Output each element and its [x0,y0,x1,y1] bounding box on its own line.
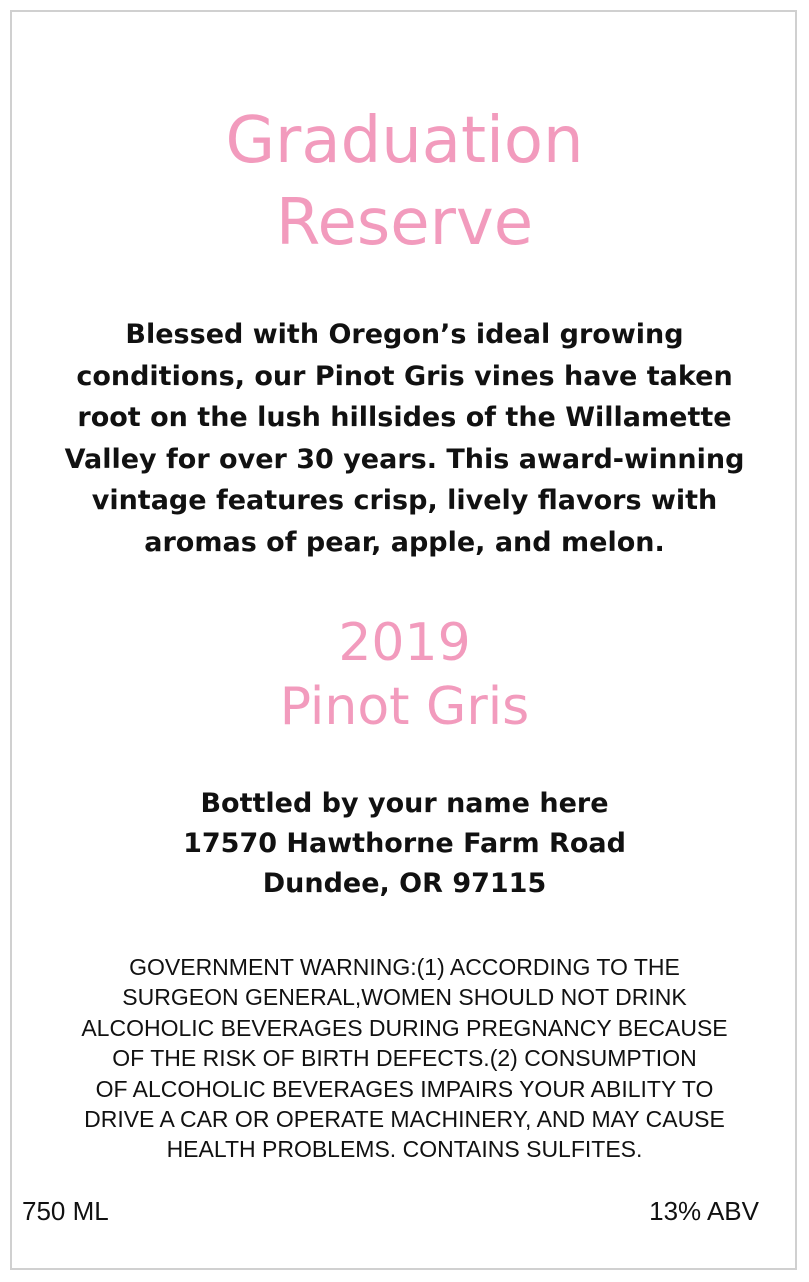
warning-line: HEALTH PROBLEMS. CONTAINS SULFITES. [166,1136,643,1163]
bottler-street-address: 17570 Hawthorne Farm Road [183,828,626,859]
label-title-line-1: Graduation [225,104,584,178]
description-line: root on the lush hillsides of the Willamette [77,402,732,434]
label-title-line-2: Reserve [275,186,534,260]
description-line: Blessed with Oregon’s ideal growing [125,319,684,350]
warning-line: DRIVE A CAR OR OPERATE MACHINERY, AND MAY CAUSE [84,1106,725,1133]
vintage-year: 2019 [338,613,471,673]
description-line: aromas of pear, apple, and melon. [144,526,665,558]
warning-line: OF ALCOHOLIC BEVERAGES IMPAIRS YOUR ABILITY TO [95,1075,714,1102]
wine-description [30,314,779,564]
description-line: conditions, our Pinot Gris vines have taken [76,360,733,392]
wine-varietal: Pinot Gris [279,677,530,737]
warning-line: SURGEON GENERAL,WOMEN SHOULD NOT DRINK [122,984,687,1011]
bottle-volume: 750 ML [22,1196,109,1226]
warning-line: OF THE RISK OF BIRTH DEFECTS.(2) CONSUMPTION [112,1045,697,1072]
bottler-name: Bottled by your name here [200,788,609,819]
warning-line: ALCOHOLIC BEVERAGES DURING PREGNANCY BECAUSE [81,1014,728,1041]
description-line: vintage features crisp, lively flavors with [91,485,718,517]
description-line: Valley for over 30 years. This award-winning [64,443,745,475]
bottler-info [0,784,809,904]
bottler-city-state-zip: Dundee, OR 97115 [262,868,547,899]
alcohol-by-volume: 13% ABV [649,1196,759,1226]
government-warning [30,952,779,1165]
warning-line: GOVERNMENT WARNING:(1) ACCORDING TO THE [129,954,680,980]
